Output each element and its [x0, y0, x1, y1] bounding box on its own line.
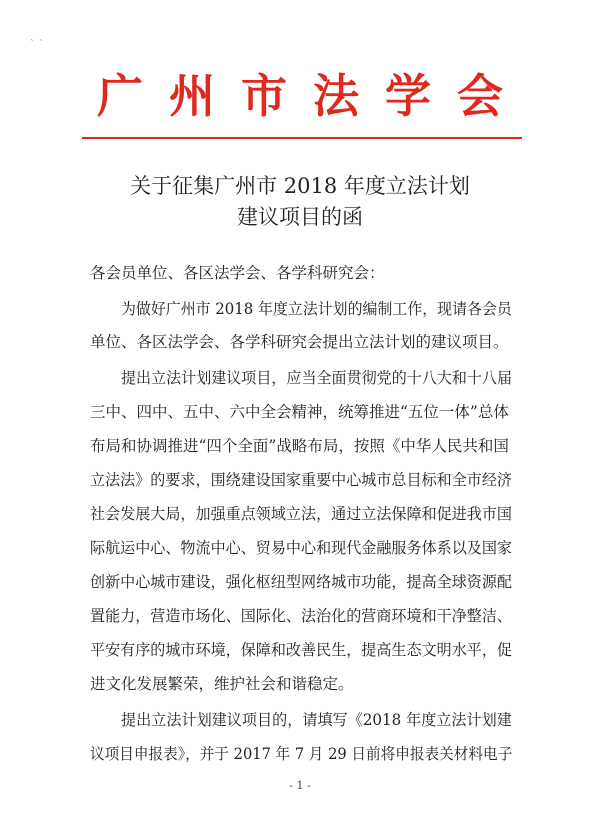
paragraph-line: 提出立法计划建议项目的，请填写《2018 年度立法计划建	[121, 711, 512, 729]
paragraph-line: 置能力，营造市场化、国际化、法治化的营商环境和干净整洁、	[90, 607, 513, 625]
paragraph-line: 进文化发展繁荣，维护社会和谐稳定。	[90, 675, 354, 693]
paragraph-line: 议项目申报表》，并于 2017 年 7 月 29 日前将申报表关材料电子	[90, 745, 513, 763]
paragraph-line: 为做好广州市 2018 年度立法计划的编制工作，现请各会员	[121, 300, 512, 318]
paragraph-line: 立法法》的要求，围绕建设国家重要中心城市总目标和全市经济	[90, 471, 513, 489]
document-title-line-2: 建议项目的函	[237, 205, 363, 229]
letterhead-title: 广州市法学会	[97, 69, 529, 123]
document-title-line-1: 关于征集广州市 2018 年度立法计划	[130, 174, 470, 198]
paragraph-line: 单位、各区法学会、各学科研究会提出立法计划的建议项目。	[90, 333, 509, 351]
paragraph-line: 提出立法计划建议项目，应当全面贯彻党的十八大和十八届	[121, 369, 513, 387]
paragraph-line: 平安有序的城市环境，保障和改善民生，提高生态文明水平，促	[90, 641, 513, 659]
page-number: - 1 -	[289, 779, 311, 792]
paragraph-line: 创新中心城市建设，强化枢纽型网络城市功能，提高全球资源配	[90, 573, 513, 591]
paragraph-line: 三中、四中、五中、六中全会精神，统筹推进“五位一体”总体	[90, 403, 509, 421]
paragraph-line: 际航运中心、物流中心、贸易中心和现代金融服务体系以及国家	[90, 539, 513, 557]
paragraph-line: 布局和协调推进“四个全面”战略布局，按照《中华人民共和国	[90, 437, 509, 455]
paragraph-line: 社会发展大局，加强重点领域立法，通过立法保障和促进我市国	[90, 505, 513, 523]
letterhead-divider	[82, 137, 522, 139]
salutation: 各会员单位、各区法学会、各学科研究会：	[90, 264, 385, 282]
corner-mark: ` `	[30, 40, 45, 50]
